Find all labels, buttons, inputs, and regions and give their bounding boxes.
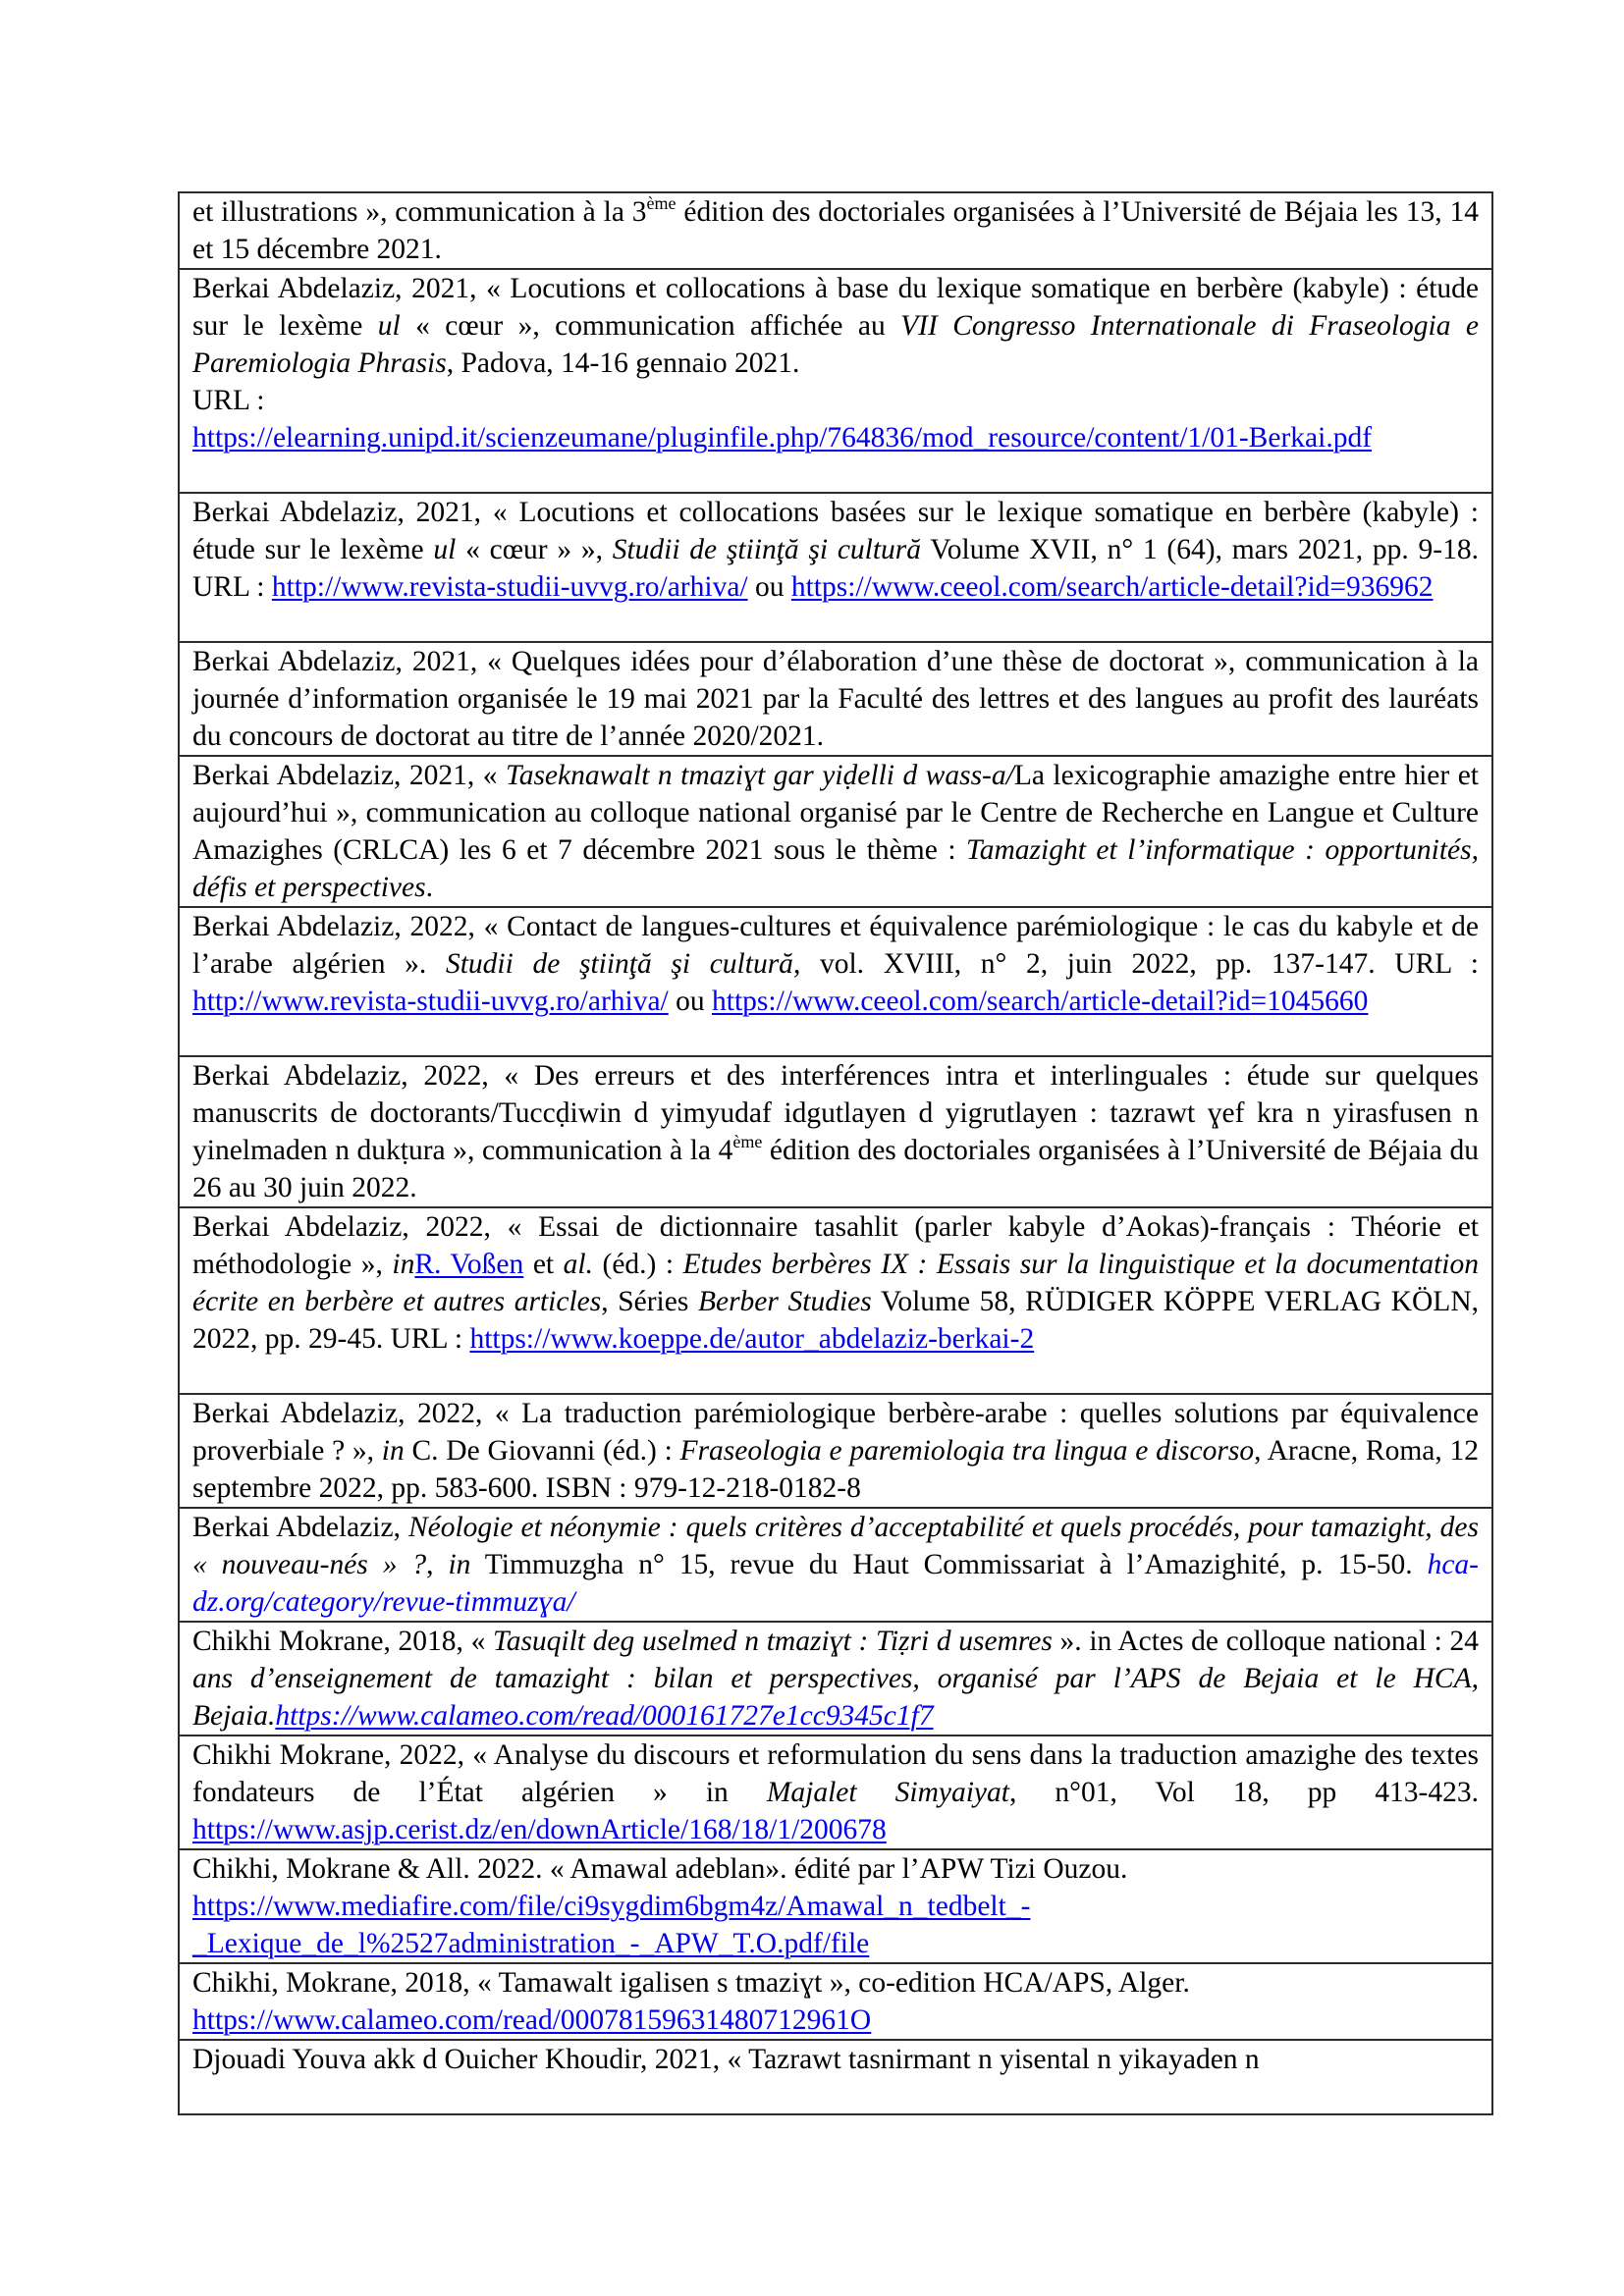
bibliography-row	[179, 192, 1492, 269]
bibliography-entry: Berkai Abdelaziz, 2021, « Quelques idées pour d’élaboration d’une thèse de doctorat », communication à la journée d’information organisée le 19 mai 2021 par la Faculté des lettres et des langues au profit des lauréats du concours de doctorat au titre de l’année 2020/2021.	[179, 642, 1492, 756]
bibliography-entry: Berkai Abdelaziz, 2021, « Locutions et collocations basées sur le lexique somatique en berbère (kabyle) : étude sur le lexème ul « cœur » », Studii de ştiinţă şi cultură Volume XVII, n° 1 (64), mars 2021, pp. 9-18. URL : http://www.revista-studii-uvvg.ro/arhiva/ ou https://www.ceeol.com/search/article-detail?id=936962	[179, 493, 1492, 642]
bibliography-entry: Chikhi Mokrane, 2018, « Tasuqilt deg uselmed n tmaziɣt : Tiẓri d usemres ». in Actes de colloque national : 24 ans d’enseignement de tamazight : bilan et perspectives, organisé par l’APS de Bejaia et le HCA, Bejaia.https://www.calameo.com/read/000161727e1cc9345c1f7	[179, 1622, 1492, 1735]
bibliography-entry: Berkai Abdelaziz, Néologie et néonymie : quels critères d’acceptabilité et quels procédés, pour tamazight, des « nouveau-nés » ?, in Timmuzgha n° 15, revue du Haut Commissariat à l’Amazighité, p. 15-50. hca-dz.org/category/revue-timmuzɣa/	[179, 1508, 1492, 1622]
event-title: VII Congresso Internationale di Fraseologia e Paremiologia Phrasis	[192, 310, 1479, 379]
book-title: Fraseologia e paremiologia tra lingua e discorso	[679, 1435, 1255, 1467]
reference-link[interactable]: https://www.asjp.cerist.dz/en/downArticle/168/18/1/200678	[192, 1814, 887, 1845]
bibliography-entry: Berkai Abdelaziz, 2022, « Contact de langues-cultures et équivalence parémiologique : le cas du kabyle et de l’arabe algérien ». Studii de ştiinţă şi cultură, vol. XVIII, n° 2, juin 2022, pp. 137-147. URL : http://www.revista-studii-uvvg.ro/arhiva/ ou https://www.ceeol.com/search/article-detail?id=1045660	[179, 907, 1492, 1056]
reference-link[interactable]: http://www.revista-studii-uvvg.ro/arhiva/	[271, 571, 748, 603]
reference-link[interactable]: hca-dz.org/category/revue-timmuzɣa/	[192, 1549, 1480, 1618]
bibliography-entry: Berkai Abdelaziz, 2021, « Locutions et collocations à base du lexique somatique en berbère (kabyle) : étude sur le lexème ul « cœur », communication affichée au VII Congresso Internationale di Fraseologia e Paremiologia Phrasis, Padova, 14-16 gennaio 2021. URL : https://elearning.unipd.it/scienzeumane/pluginfile.php/764836/mod_resource/content/1/01-Berkai.pdf	[179, 269, 1492, 493]
bibliography-row	[179, 642, 1492, 756]
reference-link[interactable]: https://www.calameo.com/read/000161727e1cc9345c1f7	[275, 1700, 934, 1732]
bibliography-row	[179, 1056, 1492, 1207]
bibliography-table	[178, 191, 1493, 2115]
bibliography-entry: Chikhi, Mokrane & All. 2022. « Amawal adeblan». édité par l’APW Tizi Ouzou. https://www.mediafire.com/file/ci9sygdim6bgm4z/Amawal_n_tedbelt_- _Lexique_de_l%2527administration_-_APW_T.O.pdf/file	[179, 1849, 1492, 1963]
bibliography-row	[179, 1963, 1492, 2040]
bibliography-entry: Djouadi Youva akk d Ouicher Khoudir, 2021, « Tazrawt tasnirmant n yisental n yikayaden n	[179, 2040, 1492, 2114]
bibliography-row	[179, 269, 1492, 493]
reference-link[interactable]: https://www.ceeol.com/search/article-detail?id=1045660	[712, 986, 1369, 1017]
bibliography-entry: Berkai Abdelaziz, 2021, « Taseknawalt n tmaziɣt gar yiḍelli d wass-a/La lexicographie amazighe entre hier et aujourd’hui », communication au colloque national organisé par le Centre de Recherche en Langue et Culture Amazighes (CRLCA) les 6 et 7 décembre 2021 sous le thème : Tamazight et l’informatique : opportunités, défis et perspectives.	[179, 756, 1492, 907]
bibliography-row	[179, 1207, 1492, 1394]
bibliography-entry: Berkai Abdelaziz, 2022, « Des erreurs et des interférences intra et interlinguales : étude sur quelques manuscrits de doctorants/Tuccḍiwin d yimyudaf idgutlayen d yigrutlayen : tazrawt ɣef kra n yirasfusen n yinelmaden n dukṭura », communication à la 4ème édition des doctoriales organisées à l’Université de Béjaia du 26 au 30 juin 2022.	[179, 1056, 1492, 1207]
reference-link[interactable]: https://www.calameo.com/read/00078159631480712961O	[192, 2004, 872, 2036]
reference-link[interactable]: http://www.revista-studii-uvvg.ro/arhiva/	[192, 986, 669, 1017]
bibliography-entry: Berkai Abdelaziz, 2022, « La traduction parémiologique berbère-arabe : quelles solutions par équivalence proverbiale ? », in C. De Giovanni (éd.) : Fraseologia e paremiologia tra lingua e discorso, Aracne, Roma, 12 septembre 2022, pp. 583-600. ISBN : 979-12-218-0182-8	[179, 1394, 1492, 1508]
bibliography-row	[179, 1508, 1492, 1622]
book-title: Etudes berbères IX : Essais sur la linguistique et la documentation écrite en berbère et autres articles	[192, 1249, 1479, 1317]
reference-link[interactable]: https://www.koeppe.de/autor_abdelaziz-berkai-2	[469, 1323, 1035, 1355]
bibliography-entry: Chikhi, Mokrane, 2018, « Tamawalt igalisen s tmaziɣt », co-edition HCA/APS, Alger. https://www.calameo.com/read/00078159631480712961O	[179, 1963, 1492, 2040]
bibliography-entry: Berkai Abdelaziz, 2022, « Essai de dictionnaire tasahlit (parler kabyle d’Aokas)-français : Théorie et méthodologie », inR. Voßen et al. (éd.) : Etudes berbères IX : Essais sur la linguistique et la documentation écrite en berbère et autres articles, Séries Berber Studies Volume 58, RÜDIGER KÖPPE VERLAG KÖLN, 2022, pp. 29-45. URL : https://www.koeppe.de/autor_abdelaziz-berkai-2	[179, 1207, 1492, 1394]
bibliography-row	[179, 493, 1492, 642]
bibliography-entry: Chikhi Mokrane, 2022, « Analyse du discours et reformulation du sens dans la traduction amazighe des textes fondateurs de l’État algérien » in Majalet Simyaiyat, n°01, Vol 18, pp 413-423. https://www.asjp.cerist.dz/en/downArticle/168/18/1/200678	[179, 1735, 1492, 1849]
reference-link[interactable]: https://elearning.unipd.it/scienzeumane/pluginfile.php/764836/mod_resource/content/1/01-Berkai.pdf	[192, 422, 1373, 454]
superscript-ordinal: ème	[646, 193, 677, 213]
journal-title: Studii de ştiinţă şi cultură	[612, 534, 922, 565]
journal-title: Studii de ştiinţă şi cultură	[445, 948, 793, 980]
bibliography-row	[179, 756, 1492, 907]
bibliography-row	[179, 1394, 1492, 1508]
bibliography-row	[179, 1622, 1492, 1735]
editor-link[interactable]: R. Voßen	[414, 1249, 524, 1280]
reference-link[interactable]: https://www.mediafire.com/file/ci9sygdim6bgm4z/Amawal_n_tedbelt_- _Lexique_de_l%2527administration_-_APW_T.O.pdf/file	[192, 1891, 1031, 1959]
bibliography-row	[179, 1735, 1492, 1849]
reference-link[interactable]: https://www.ceeol.com/search/article-detail?id=936962	[790, 571, 1434, 603]
superscript-ordinal: ème	[732, 1132, 763, 1151]
bibliography-row	[179, 907, 1492, 1056]
bibliography-entry: et illustrations », communication à la 3ème édition des doctoriales organisées à l’Université de Béjaia les 13, 14 et 15 décembre 2021.	[179, 192, 1492, 269]
article-title: Néologie et néonymie : quels critères d’acceptabilité et quels procédés, pour tamazight, des « nouveau-nés » ?	[192, 1512, 1480, 1580]
bibliography-row	[179, 2040, 1492, 2114]
bibliography-row	[179, 1849, 1492, 1963]
journal-title: Majalet Simyaiyat	[766, 1777, 1009, 1808]
